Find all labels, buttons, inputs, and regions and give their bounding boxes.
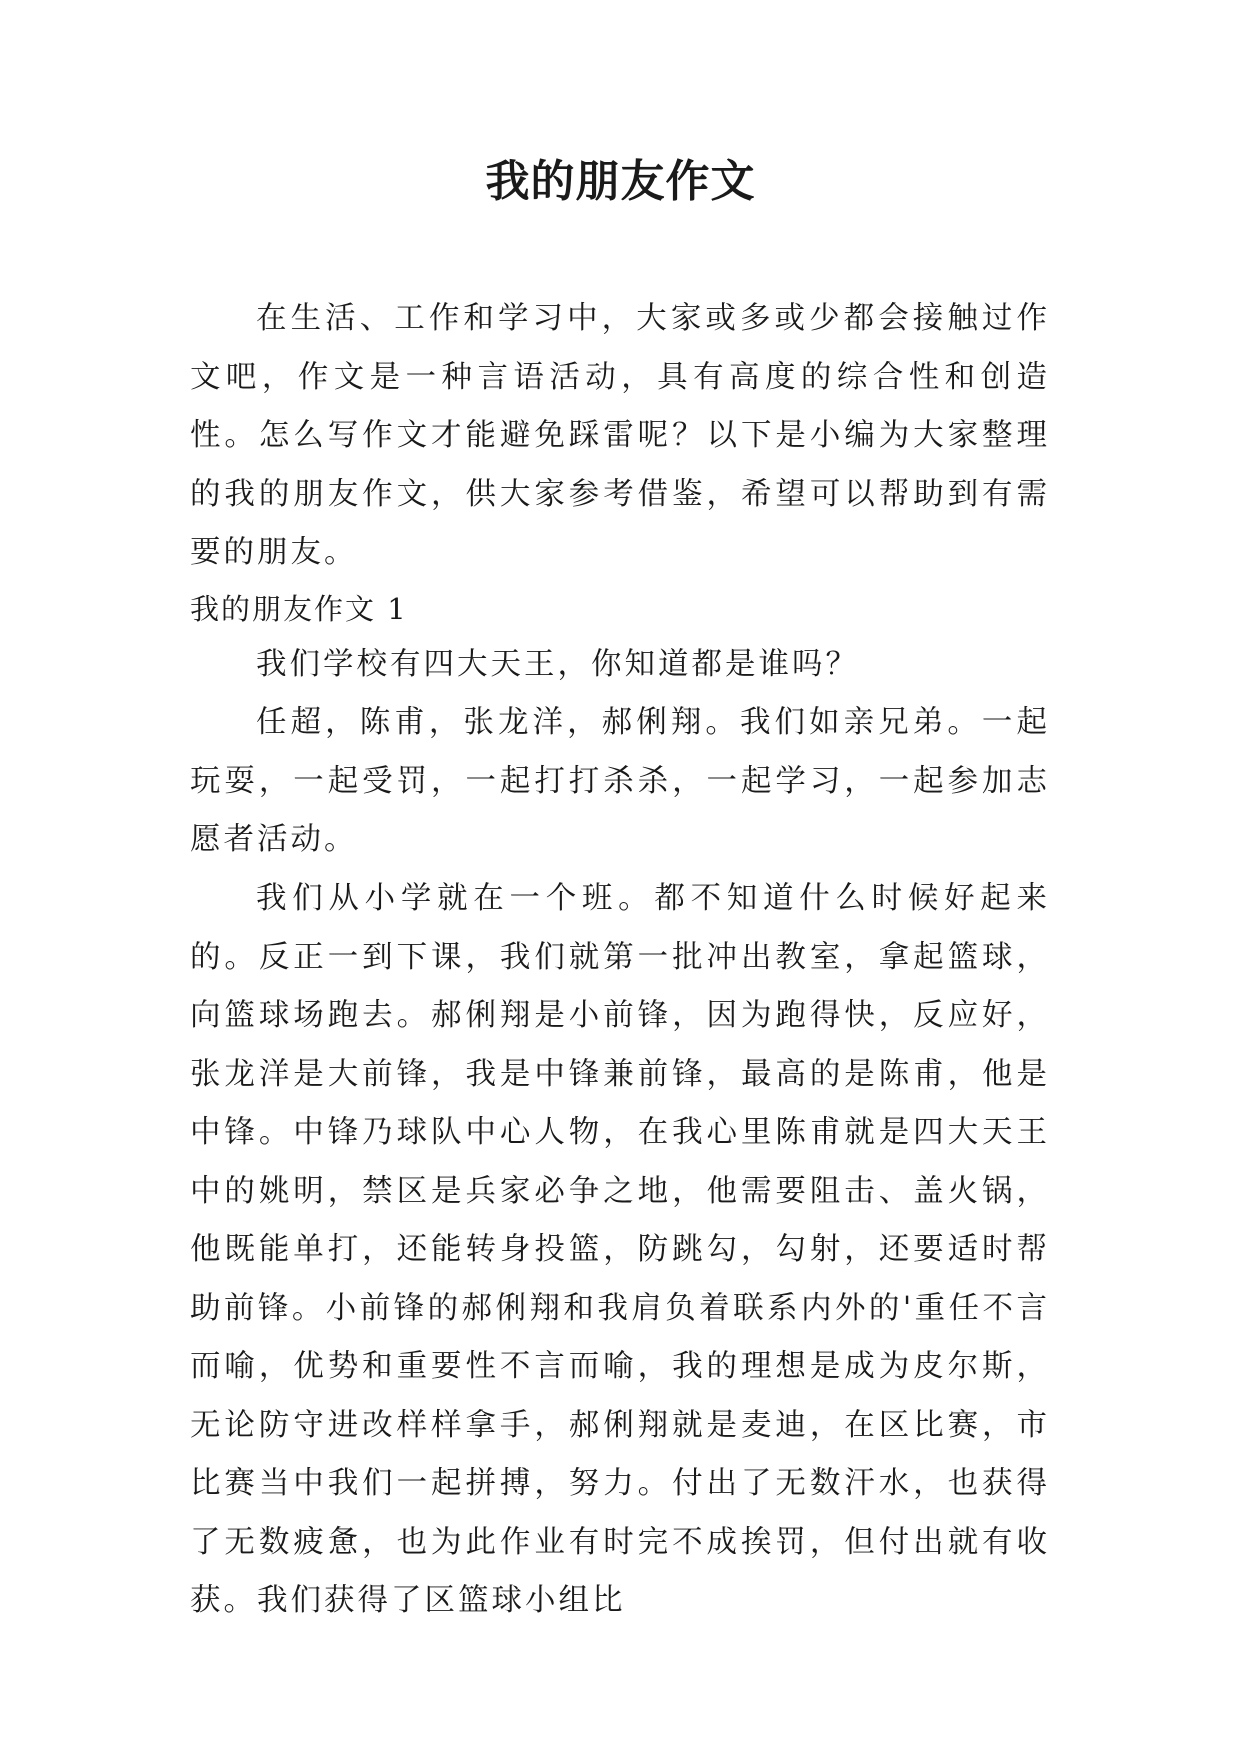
body-paragraph: 我们学校有四大天王，你知道都是谁吗？ <box>256 647 859 682</box>
section-heading: 我的朋友作文 1 <box>190 592 408 626</box>
document-title: 我的朋友作文 <box>485 156 756 207</box>
intro-paragraph: 在生活、工作和学习中，大家或多或少都会接触过作文吧，作文是一种言语活动，具有高度的综合性和创造性。怎么写作文才能避免踩雷呢？以下是小编为大家整理的我的朋友作文，供大家参考借鉴，希望可以帮助到有需要的朋友。 <box>190 301 1050 570</box>
body-paragraph: 我们从小学就在一个班。都不知道什么时候好起来的。反正一到下课，我们就第一批冲出教室，拿起篮球，向篮球场跑去。郝俐翔是小前锋，因为跑得快，反应好，张龙洋是大前锋，我是中锋兼前锋，最高的是陈甫，他是中锋。中锋乃球队中心人物，在我心里陈甫就是四大天王中的姚明，禁区是兵家必争之地，他需要阻击、盖火锅，他既能单打，还能转身投篮，防跳勾，勾射，还要适时帮助前锋。小前锋的郝俐翔和我肩负着联系内外的'重任不言而喻，优势和重要性不言而喻，我的理想是成为皮尔斯，无论防守进改样样拿手，郝俐翔就是麦迪，在区比赛，市比赛当中我们一起拼搏，努力。付出了无数汗水，也获得了无数疲惫，也为此作业有时完不成挨罚，但付出就有收获。我们获得了区篮球小组比 <box>190 881 1050 1618</box>
body-paragraph: 任超，陈甫，张龙洋，郝俐翔。我们如亲兄弟。一起玩耍，一起受罚，一起打打杀杀，一起学习，一起参加志愿者活动。 <box>190 705 1050 857</box>
